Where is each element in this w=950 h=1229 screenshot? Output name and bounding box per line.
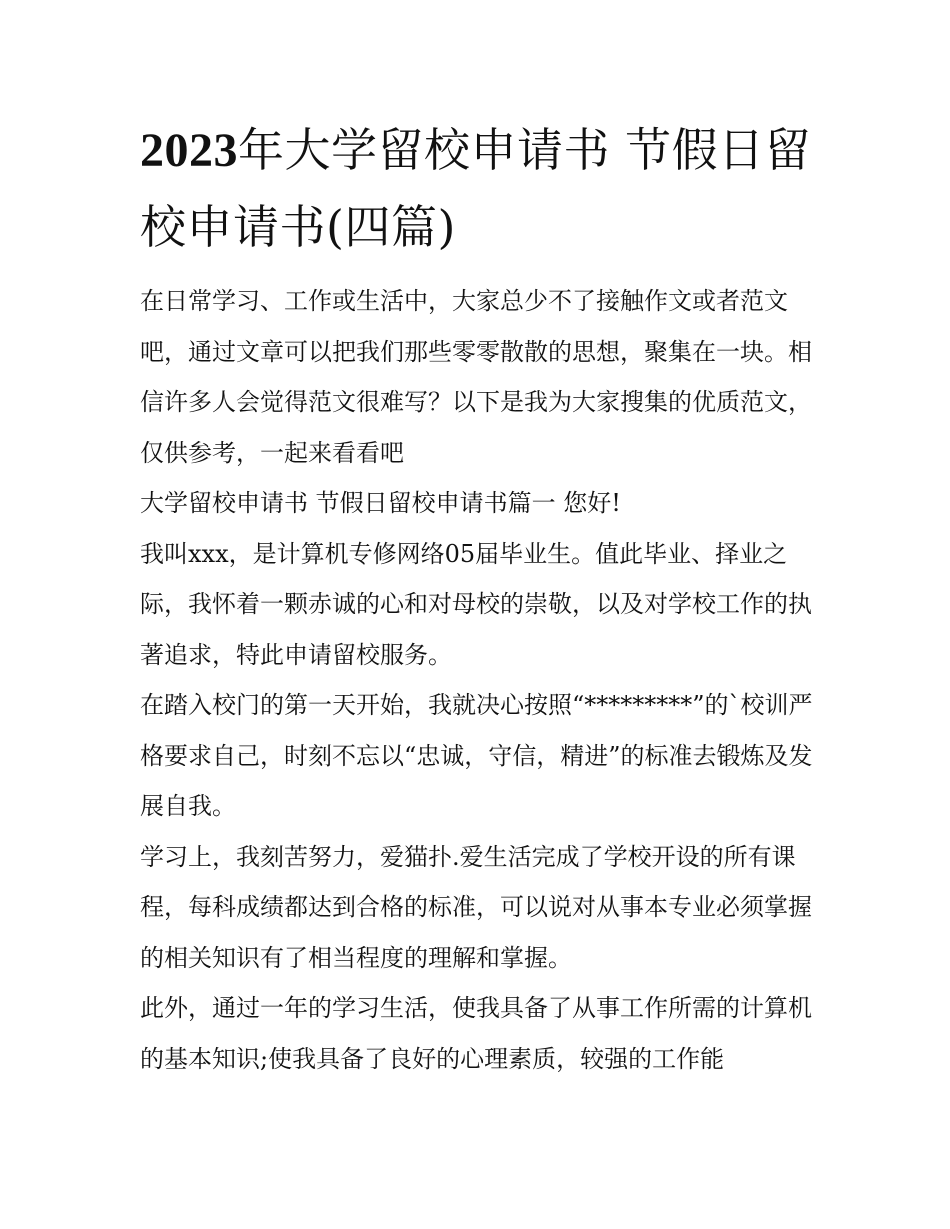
paragraph-skills: 此外，通过一年的学习生活，使我具备了从事工作所需的计算机的基本知识;使我具备了良好的心理素质，较强的工作能: [140, 994, 812, 1073]
document-body: [140, 276, 820, 1084]
paragraph-study: 学习上，我刻苦努力，爱猫扑.爱生活完成了学校开设的所有课程，每科成绩都达到合格的标准，可以说对从事本专业必须掌握的相关知识有了相当程度的理解和掌握。: [140, 842, 812, 972]
paragraph-intro: 在日常学习、工作或生活中，大家总少不了接触作文或者范文吧，通过文章可以把我们那些零零散散的思想，聚集在一块。相信许多人会觉得范文很难写？以下是我为大家搜集的优质范文，仅供参考，一起来看看吧: [140, 287, 812, 467]
paragraph-heading: 大学留校申请书 节假日留校申请书篇一 您好!: [140, 489, 621, 517]
title-text: 年大学留校申请书 节假日留校申请书(四篇): [140, 123, 812, 254]
document-title: [140, 112, 820, 265]
paragraph-motto: 在踏入校门的第一天开始，我就决心按照“*********”的`校训严格要求自己，时刻不忘以“忠诚，守信，精进”的标准去锻炼及发展自我。: [140, 691, 813, 820]
title-year: 2023: [140, 124, 238, 177]
paragraph-self-intro: 我叫xxx，是计算机专修网络05届毕业生。值此毕业、择业之际，我怀着一颗赤诚的心和对母校的崇敬，以及对学校工作的执著追求，特此申请留校服务。: [140, 539, 812, 669]
